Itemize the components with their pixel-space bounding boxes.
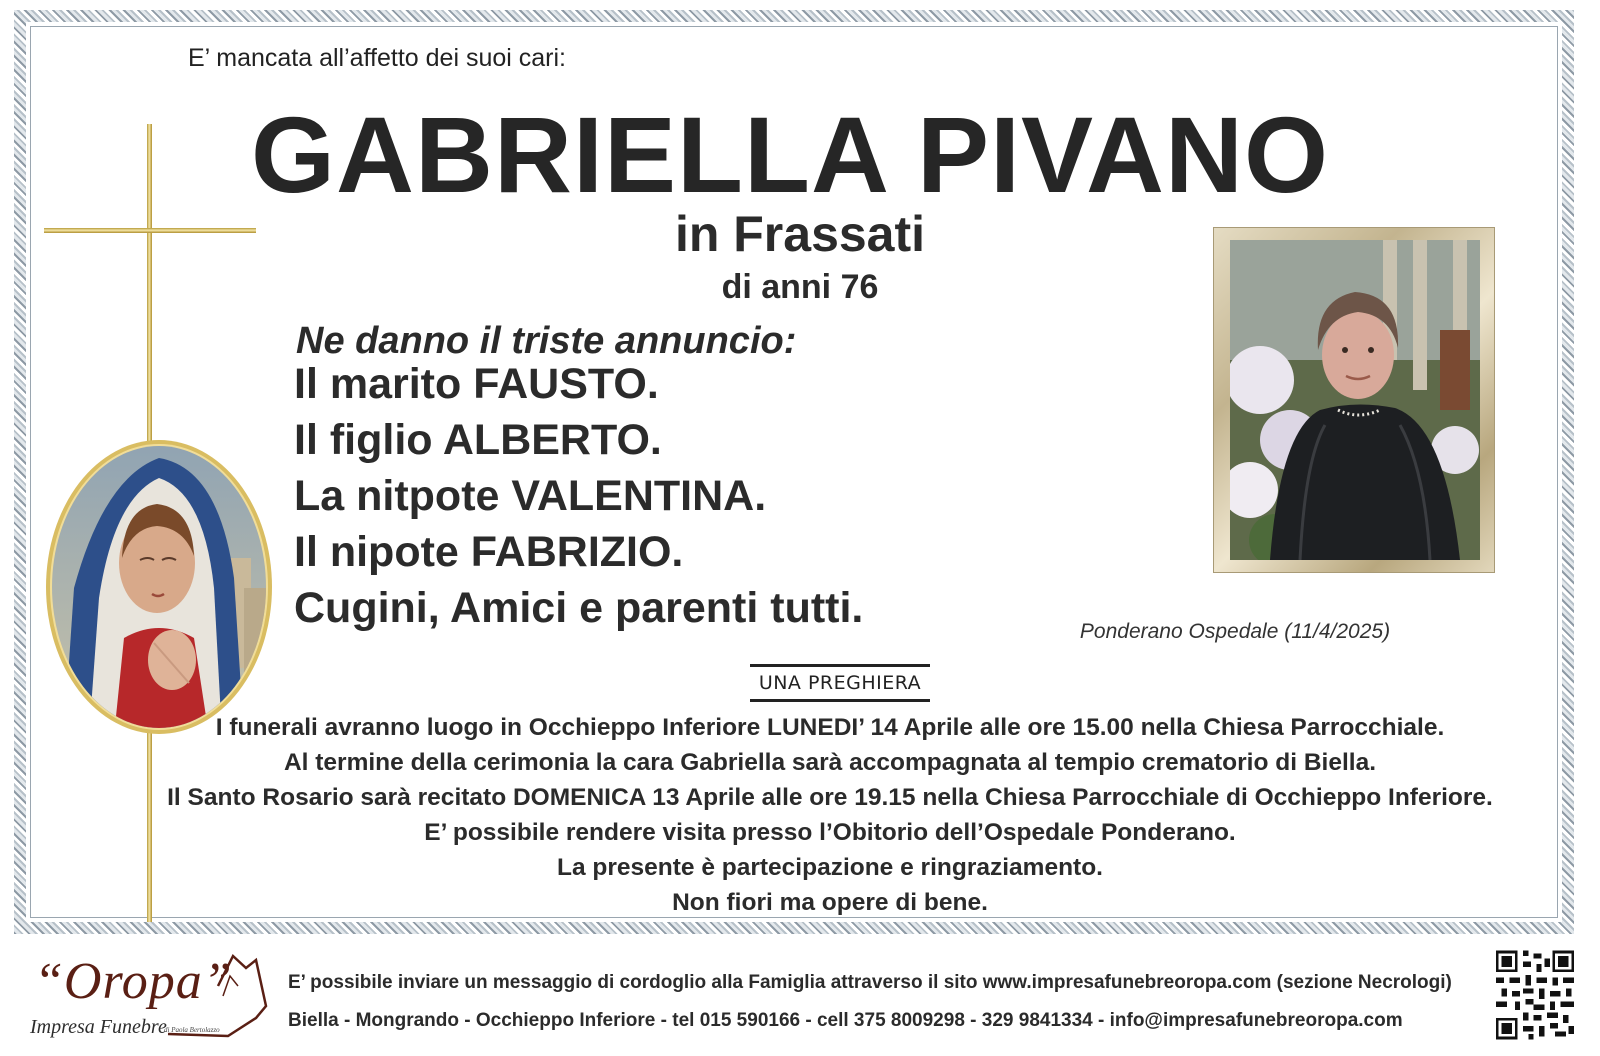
photo-caption: Ponderano Ospedale (11/4/2025) [1079,620,1391,643]
detail-line: E’ possibile rendere visita presso l’Obitorio dell’Ospedale Ponderano. [424,819,1236,846]
announcement-heading: Ne danno il triste annuncio: [296,320,797,362]
detail-line: La presente è partecipazione e ringraziamento. [557,854,1103,881]
age-text: di anni 76 [721,268,879,306]
madonna-image [44,438,274,736]
family-list [294,356,863,636]
intro-text: E’ mancata all’affetto dei suoi cari: [188,44,566,72]
detail-line: I funerali avranno luogo in Occhieppo Inferiore LUNEDI’ 14 Aprile alle ore 15.00 nella Chiesa Parrocchiale. [215,714,1445,741]
family-member: Il figlio ALBERTO. [294,416,662,464]
family-member: Il marito FAUSTO. [294,360,659,408]
prayer-label: UNA PREGHIERA [750,664,930,702]
married-name: in Frassati [674,206,926,262]
detail-line: Al termine della cerimonia la cara Gabriella sarà accompagnata al tempio crematorio di Biella. [283,749,1377,776]
contact-info: Biella - Mongrando - Occhieppo Inferiore - tel 015 590166 - cell 375 8009298 - 329 9841334 - info@impresafunebreoropa.com [288,1010,1403,1031]
funeral-details [150,710,1510,920]
detail-line: Non fiori ma opere di bene. [672,889,988,916]
company-logo-name: “Oropa” [34,953,233,1010]
qr-code-icon [1496,950,1574,1040]
condolence-message: E’ possibile inviare un messaggio di cordoglio alla Famiglia attraverso il sito www.impresafunebreoropa.com (sezione Necrologi) [288,972,1452,993]
portrait-photo [1230,240,1480,560]
company-logo-owner: di Paola Bertolazzo [164,1026,220,1034]
family-member: Cugini, Amici e parenti tutti. [294,584,864,632]
detail-line: Il Santo Rosario sarà recitato DOMENICA 13 Aprile alle ore 19.15 nella Chiesa Parrocchiale di Occhieppo Inferiore. [167,784,1493,811]
deceased-name: GABRIELLA PIVANO [250,94,1330,215]
portrait-frame [1214,228,1494,572]
company-logo-subtitle: Impresa Funebre [30,1016,167,1038]
cross-bar [44,228,256,233]
family-member: La nitpote VALENTINA. [294,472,767,520]
family-member: Il nipote FABRIZIO. [294,528,684,576]
